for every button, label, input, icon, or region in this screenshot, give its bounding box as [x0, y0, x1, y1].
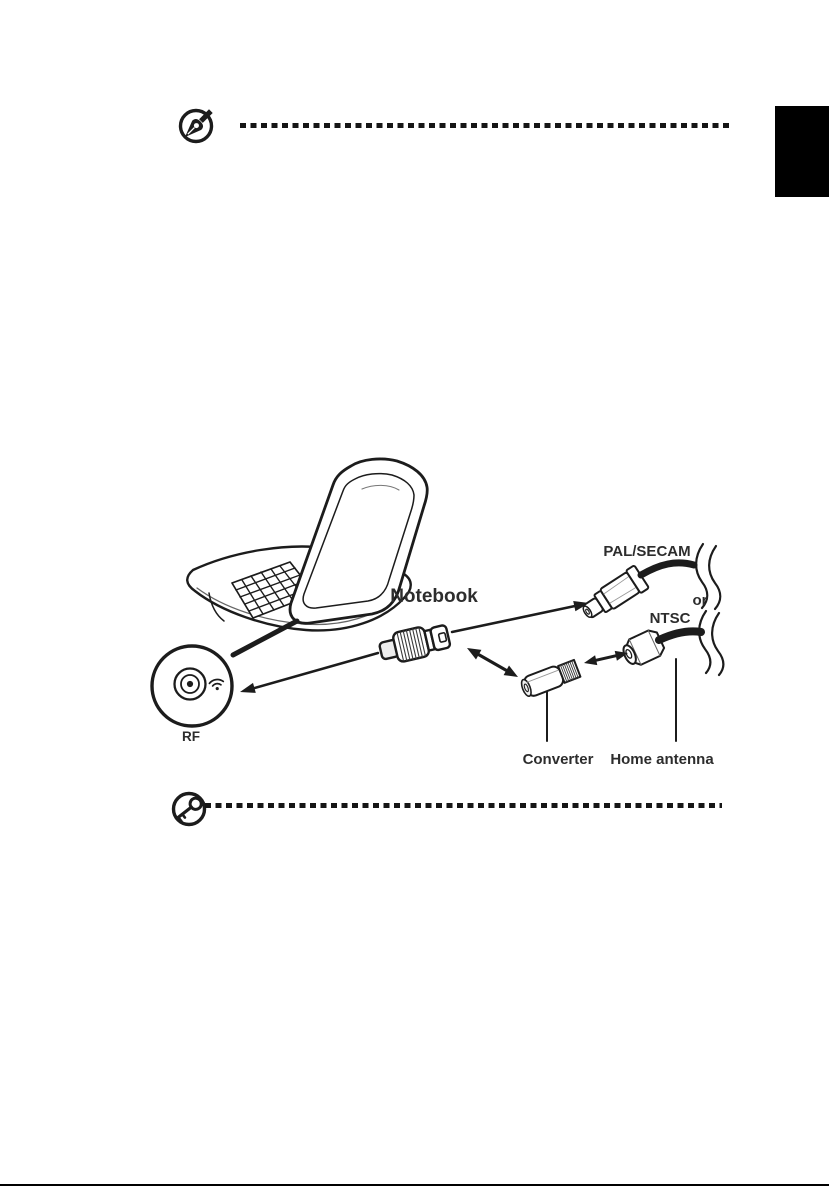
or-label: or	[692, 592, 708, 609]
swap-arrow-converter	[584, 651, 628, 665]
ntsc-cable	[659, 631, 701, 640]
swap-arrow-main	[467, 648, 518, 677]
rf-label: RF	[182, 729, 200, 744]
home-antenna-label: Home antenna	[610, 751, 714, 768]
footer-rule	[0, 1184, 829, 1186]
ntsc-cable-break	[699, 611, 723, 675]
notebook-connector	[377, 621, 451, 666]
key-icon	[169, 789, 209, 829]
pal-secam-label: PAL/SECAM	[603, 543, 691, 560]
ntsc-label: NTSC	[649, 610, 691, 627]
rf-port-leader	[233, 621, 297, 655]
notebook-label: Notebook	[390, 586, 478, 607]
ntsc-connector	[619, 628, 666, 670]
edge-tab	[775, 106, 829, 197]
converter-plug	[519, 659, 581, 699]
converter-label: Converter	[522, 751, 594, 768]
arrow-to-rf-port	[240, 653, 378, 693]
pal-secam-cable	[641, 563, 694, 575]
rf-port-callout	[152, 646, 232, 726]
tip-dashed-rule	[205, 803, 722, 808]
